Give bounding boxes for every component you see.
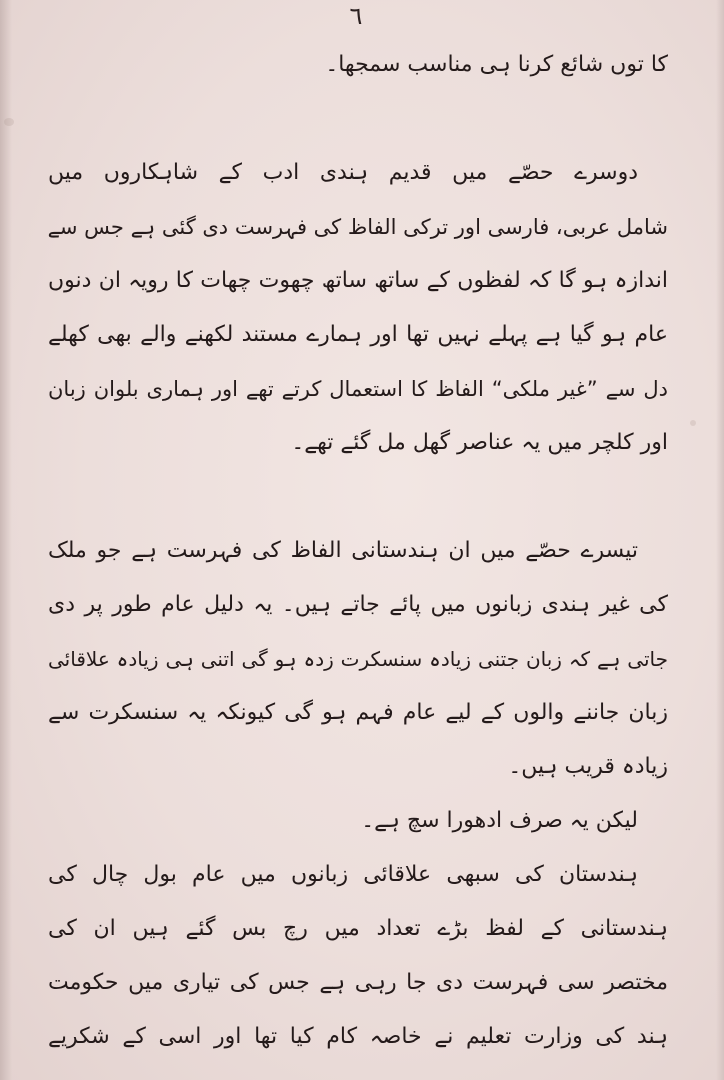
paragraph-gap: [48, 470, 668, 524]
text-line: جاتی ہے کہ زبان جتنی زیادہ سنسکرت زدہ ہو گی اتنی ہی زیادہ علاقائی: [48, 647, 668, 671]
page-right-edge-shadow: [716, 0, 724, 1080]
text-line: زبان جاننے والوں کے لیے عام فہم ہو گی کیونکہ یہ سنسکرت سے: [48, 700, 668, 725]
text-line: اور کلچر میں یہ عناصر گھل مل گئے تھے۔: [291, 430, 668, 455]
text-line: دل سے ”غیر ملکی“ الفاظ کا استعمال کرتے تھے اور ہماری بلوان زبان: [48, 377, 668, 401]
paper-stain: [4, 118, 14, 126]
paragraph-gap: [48, 92, 668, 146]
paragraph: [48, 38, 668, 92]
text-line: تیسرے حصّے میں ان ہندستانی الفاظ کی فہرست ہے جو ملک: [48, 538, 638, 563]
paper-stain: [690, 420, 696, 426]
text-line: شامل عربی، فارسی اور ترکی الفاظ کی فہرست دی گئی ہے جس سے: [47, 215, 668, 239]
text-line: کا توں شائع کرنا ہی مناسب سمجھا۔: [325, 52, 668, 77]
page-left-edge-shadow: [0, 0, 12, 1080]
text-line: زیادہ قریب ہیں۔: [508, 754, 668, 779]
text-line: دوسرے حصّے میں قدیم ہندی ادب کے شاہکاروں میں: [48, 160, 638, 185]
page-text-body: [48, 38, 668, 1064]
page-number: ٦: [349, 2, 363, 30]
text-line: ہند کی وزارت تعلیم نے خاصہ کام کیا تھا اور اسی کے شکریے: [48, 1024, 668, 1049]
paragraph: [48, 146, 668, 470]
text-line: لیکن یہ صرف ادھورا سچ ہے۔: [361, 808, 638, 833]
text-line: اندازہ ہو گا کہ لفظوں کے ساتھ ساتھ چھوت چھات کا رویہ ان دنوں: [48, 268, 668, 293]
text-line: ہندستان کی سبھی علاقائی زبانوں میں عام بول چال کی: [48, 862, 638, 887]
paragraph: [48, 794, 668, 848]
text-line: کی غیر ہندی زبانوں میں پائے جاتے ہیں۔ یہ دلیل عام طور پر دی: [48, 592, 668, 617]
paragraph: [48, 848, 668, 1064]
text-line: ہندستانی کے لفظ بڑے تعداد میں رچ بس گئے ہیں ان کی: [48, 916, 668, 941]
text-line: عام ہو گیا ہے پہلے نہیں تھا اور ہمارے مستند لکھنے والے بھی کھلے: [48, 322, 668, 347]
paragraph: [48, 524, 668, 794]
text-line: مختصر سی فہرست دی جا رہی ہے جس کی تیاری میں حکومت: [48, 970, 668, 995]
